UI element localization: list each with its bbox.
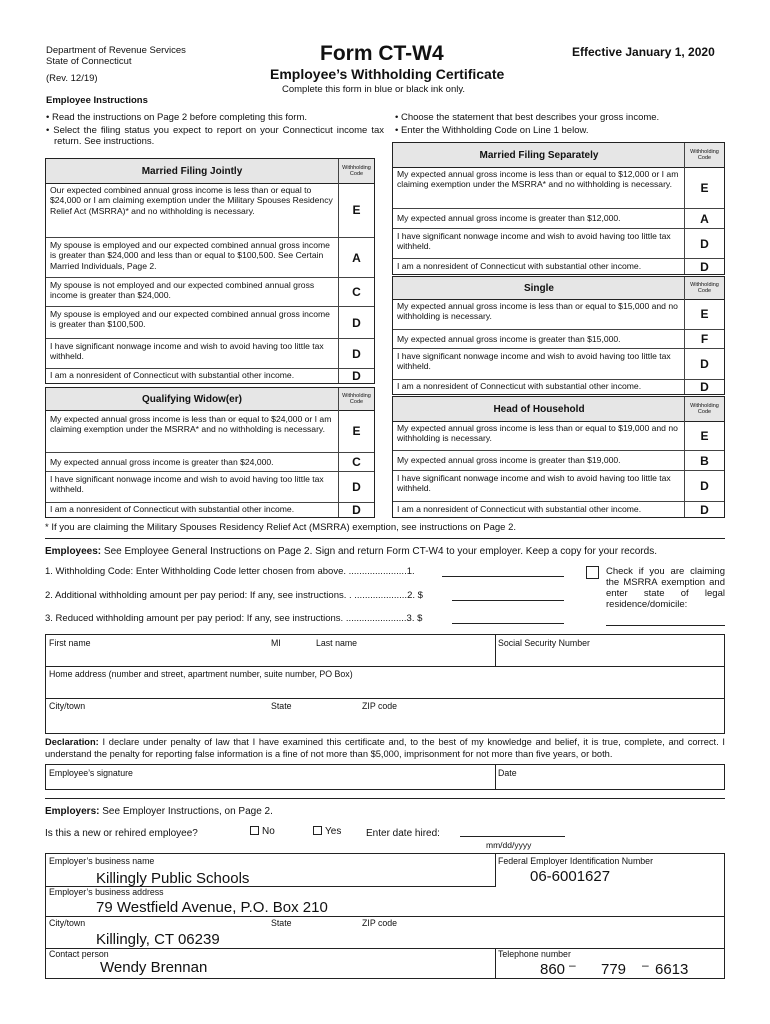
first-name-field[interactable]: First name (49, 638, 91, 648)
section-title: Single (523, 282, 554, 294)
domicile-state-input[interactable] (606, 625, 725, 626)
contact-person-label: Contact person (49, 949, 109, 959)
table-row: My expected annual gross income is greater than $15,000. F (393, 329, 724, 348)
table-row: My expected annual gross income is greater than $19,000. B (393, 450, 724, 470)
section-title: Married Filing Jointly (141, 165, 243, 177)
ssn-field[interactable]: Social Security Number (498, 638, 590, 648)
phone-line-number[interactable]: 6613 (655, 961, 689, 978)
code-column-header: Withholding Code (684, 277, 724, 299)
employee-info-box (45, 634, 725, 734)
signature-box (45, 764, 725, 790)
table-row: My expected annual gross income is less than or equal to $24,000 or I am claiming exemption under the MSRRA* and no withholding is necessary. E (46, 410, 374, 452)
business-address-value[interactable]: 79 Westfield Avenue, P.O. Box 210 (96, 899, 328, 916)
phone-dash: – (569, 958, 576, 972)
table-row: My expected annual gross income is less than or equal to $15,000 and no withholding is necessary. E (393, 299, 724, 329)
state-field[interactable]: State (271, 701, 292, 711)
msrra-footnote: * If you are claiming the Military Spouses Residency Relief Act (MSRRA) exemption, see instructions on Page 2. (45, 522, 516, 533)
table-row: I have significant nonwage income and wish to avoid having too little tax withheld. D (46, 471, 374, 502)
no-checkbox[interactable] (250, 826, 259, 835)
table-row: My spouse is employed and our expected combined annual gross income is greater than $24,000 and less than or equal to $100,500. See Certain Married Individuals, Page 2. A (46, 237, 374, 277)
instruction-bullet: • Choose the statement that best describes your gross income. (395, 112, 660, 123)
new-employee-no[interactable]: No (250, 826, 275, 837)
qualifying-widower-table (45, 387, 375, 518)
signature-date-field[interactable]: Date (498, 768, 517, 778)
table-row: My expected annual gross income is greater than $24,000. C (46, 452, 374, 471)
middle-initial-field[interactable]: MI (271, 638, 281, 648)
table-row: I have significant nonwage income and wish to avoid having too little tax withheld. D (393, 348, 724, 379)
employers-heading: Employers: See Employer Instructions, on Page 2. (45, 806, 273, 817)
employer-state-label: State (271, 918, 292, 928)
phone-area-code[interactable]: 860 (540, 961, 566, 978)
date-hired-input[interactable] (460, 836, 565, 837)
revision: (Rev. 12/19) (46, 73, 98, 84)
employer-city-value[interactable]: Killingly, CT 06239 (96, 931, 220, 948)
table-row: I am a nonresident of Connecticut with substantial other income. D (393, 379, 724, 394)
employees-heading: Employees: See Employee General Instructions on Page 2. Sign and return Form CT-W4 to your employer. Keep a copy for your records. (45, 546, 657, 557)
additional-withholding-input[interactable] (452, 600, 564, 601)
instruction-bullet: • Select the filing status you expect to report on your Connecticut income tax return. See instructions. (46, 125, 384, 147)
new-employee-question: Is this a new or rehired employee? (45, 828, 198, 839)
last-name-field[interactable]: Last name (316, 638, 358, 648)
line-3-label: 3. Reduced withholding amount per pay period: If any, see instructions. .......................3. $ (45, 613, 423, 624)
table-row: I have significant nonwage income and wish to avoid having too little tax withheld. D (393, 470, 724, 501)
married-filing-jointly-table (45, 158, 375, 384)
section-title: Qualifying Widow(er) (142, 393, 242, 405)
msrra-check-label: Check if you are claiming the MSRRA exemption and enter state of legal residence/domicile: (606, 566, 725, 610)
code-column-header: Withholding Code (684, 143, 724, 167)
business-name-label: Employer’s business name (49, 856, 155, 866)
contact-person-value[interactable]: Wendy Brennan (100, 959, 208, 976)
phone-dash: – (642, 958, 649, 972)
home-address-field[interactable]: Home address (number and street, apartment number, suite number, PO Box) (49, 669, 353, 679)
table-row: I have significant nonwage income and wish to avoid having too little tax withheld. D (46, 338, 374, 368)
table-row: Our expected combined annual gross income is less than or equal to $24,000 or I am claiming exemption under the Military Spouses Residency Relief Act (MSRRA)* and no withholding is necessary. E (46, 183, 374, 237)
withholding-code-input[interactable] (442, 576, 564, 577)
table-row: I am a nonresident of Connecticut with substantial other income. D (393, 501, 724, 517)
ink-instruction: Complete this form in blue or black ink only. (282, 84, 466, 95)
head-of-household-table (392, 396, 725, 518)
married-filing-separately-table (392, 142, 725, 275)
date-hired-label: Enter date hired: (366, 828, 440, 839)
city-field[interactable]: City/town (49, 701, 86, 711)
table-row: My spouse is not employed and our expected combined annual gross income is greater than $24,000. C (46, 277, 374, 306)
telephone-label: Telephone number (498, 949, 571, 959)
phone-prefix[interactable]: 779 (601, 961, 627, 978)
code-column-header: Withholding Code (338, 159, 374, 183)
zip-field[interactable]: ZIP code (362, 701, 398, 711)
table-row: I have significant nonwage income and wish to avoid having too little tax withheld. D (393, 228, 724, 258)
table-row: I am a nonresident of Connecticut with substantial other income. D (393, 258, 724, 274)
form-subtitle: Employee’s Withholding Certificate (270, 66, 505, 82)
form-title: Form CT-W4 (320, 42, 444, 65)
business-name-value[interactable]: Killingly Public Schools (96, 870, 250, 887)
single-table (392, 276, 725, 395)
state-name: State of Connecticut (46, 56, 132, 67)
reduced-withholding-input[interactable] (452, 623, 564, 624)
dept-name: Department of Revenue Services (46, 45, 186, 56)
employer-city-label: City/town (49, 918, 86, 928)
section-title: Married Filing Separately (479, 149, 599, 161)
fein-value[interactable]: 06-6001627 (530, 868, 611, 885)
instruction-bullet: • Read the instructions on Page 2 before completing this form. (46, 112, 308, 123)
table-row: I am a nonresident of Connecticut with substantial other income. D (46, 502, 374, 517)
declaration-text: Declaration: I declare under penalty of law that I have examined this certificate and, to the best of my knowledge and belief, it is true, complete, and correct. I understand the penalty for reporting false information is a fine of not more than $5,000, imprisonment for not more than five years, or both. (45, 737, 725, 759)
fein-label: Federal Employer Identification Number (498, 856, 653, 866)
line-2-label: 2. Additional withholding amount per pay period: If any, see instructions. . ....................2. $ (45, 590, 423, 601)
section-title: Head of Household (493, 403, 585, 415)
employee-instructions-heading: Employee Instructions (46, 95, 148, 106)
table-row: My expected annual gross income is greater than $12,000. A (393, 208, 724, 228)
new-employee-yes[interactable]: Yes (313, 826, 341, 837)
employee-signature-field[interactable]: Employee’s signature (49, 768, 133, 778)
instruction-bullet: • Enter the Withholding Code on Line 1 below. (395, 125, 589, 136)
table-row: My expected annual gross income is less than or equal to $12,000 or I am claiming exemption under the MSRRA* and no withholding is necessary. E (393, 167, 724, 208)
employer-zip-label: ZIP code (362, 918, 398, 928)
table-row: I am a nonresident of Connecticut with substantial other income. D (46, 368, 374, 383)
line-1-label: 1. Withholding Code: Enter Withholding Code letter chosen from above. ......................1. (45, 566, 415, 577)
table-row: My expected annual gross income is less than or equal to $19,000 and no withholding is necessary. E (393, 421, 724, 450)
business-address-label: Employer’s business address (49, 887, 164, 897)
code-column-header: Withholding Code (684, 397, 724, 421)
msrra-checkbox[interactable] (586, 566, 599, 579)
date-format-hint: mm/dd/yyyy (486, 840, 532, 850)
effective-date: Effective January 1, 2020 (572, 45, 715, 59)
code-column-header: Withholding Code (338, 388, 374, 410)
yes-checkbox[interactable] (313, 826, 322, 835)
table-row: My spouse is employed and our expected combined annual gross income is greater than $100,500. D (46, 306, 374, 338)
